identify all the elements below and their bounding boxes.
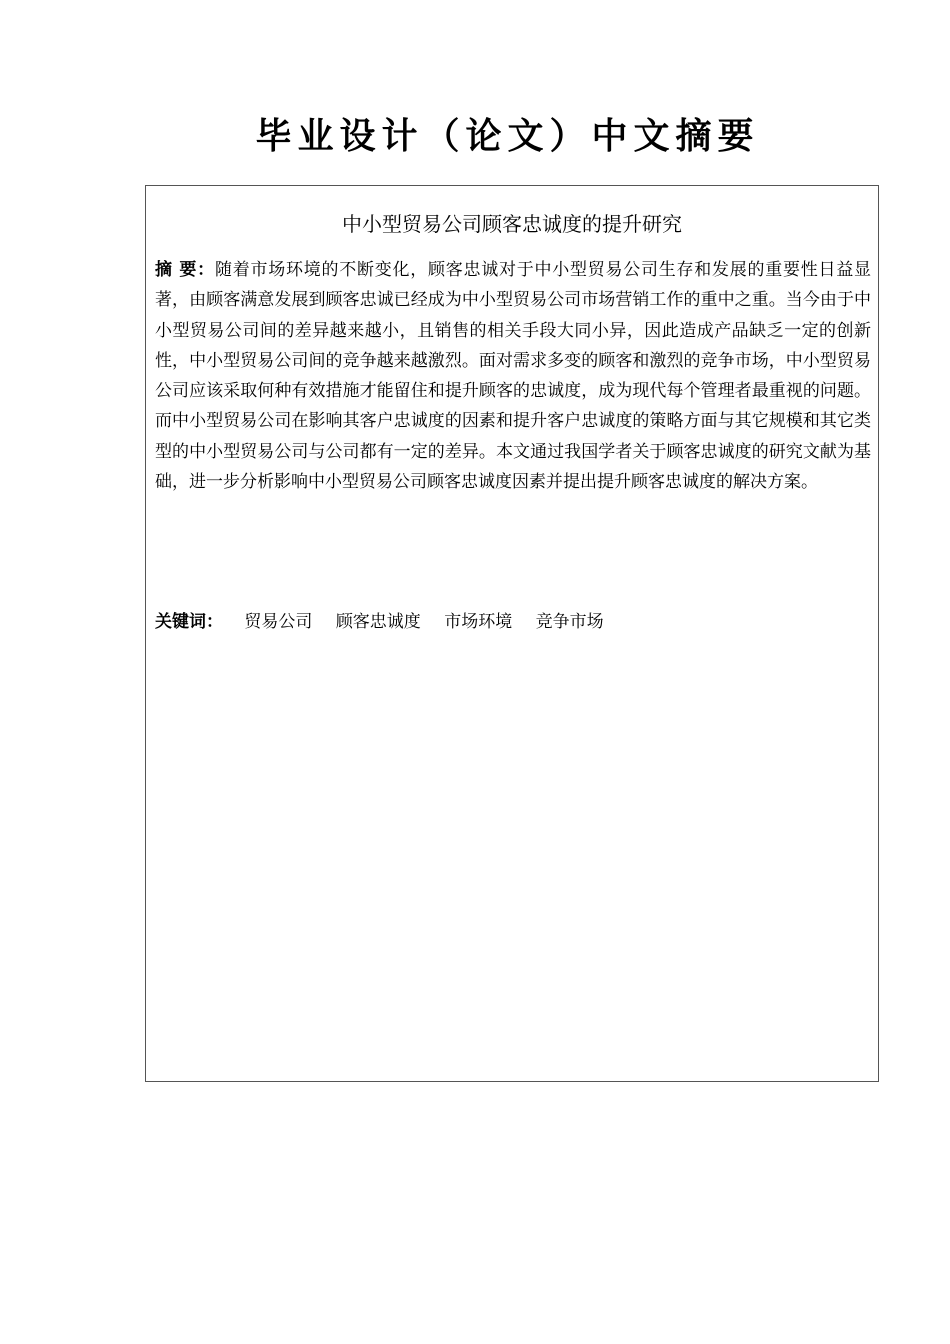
keyword-item: 市场环境 bbox=[444, 612, 513, 632]
keywords-line bbox=[155, 607, 622, 637]
abstract-body: 随着市场环境的不断变化，顾客忠诚对于中小型贸易公司生存和发展的重要性日益显著，由顾客满意发展到顾客忠诚已经成为中小型贸易公司市场营销工作的重中之重。当今由于中小型贸易公司间的差异越来越小，且销售的相关手段大同小异，因此造成产品缺乏一定的创新性，中小型贸易公司间的竞争越来越激烈。面对需求多变的顾客和激烈的竞争市场，中小型贸易公司应该采取何种有效措施才能留住和提升顾客的忠诚度，成为现代每个管理者最重视的问题。而中小型贸易公司在影响其客户忠诚度的因素和提升客户忠诚度的策略方面与其它规模和其它类型的中小型贸易公司与公司都有一定的差异。本文通过我国学者关于顾客忠诚度的研究文献为基础，进一步分析影响中小型贸易公司顾客忠诚度因素并提出提升顾客忠诚度的解决方案。 bbox=[155, 260, 872, 493]
thesis-title: 中小型贸易公司顾客忠诚度的提升研究 bbox=[342, 212, 682, 236]
keyword-item: 竞争市场 bbox=[535, 612, 604, 632]
page-title: 毕业设计（论文）中文摘要 bbox=[255, 116, 760, 157]
keyword-item: 贸易公司 bbox=[244, 612, 313, 632]
abstract-box bbox=[145, 185, 879, 1082]
abstract-label: 摘 要： bbox=[155, 260, 215, 280]
abstract-paragraph bbox=[155, 255, 871, 497]
keyword-item: 顾客忠诚度 bbox=[335, 612, 421, 632]
keywords-label: 关键词： bbox=[155, 612, 223, 632]
